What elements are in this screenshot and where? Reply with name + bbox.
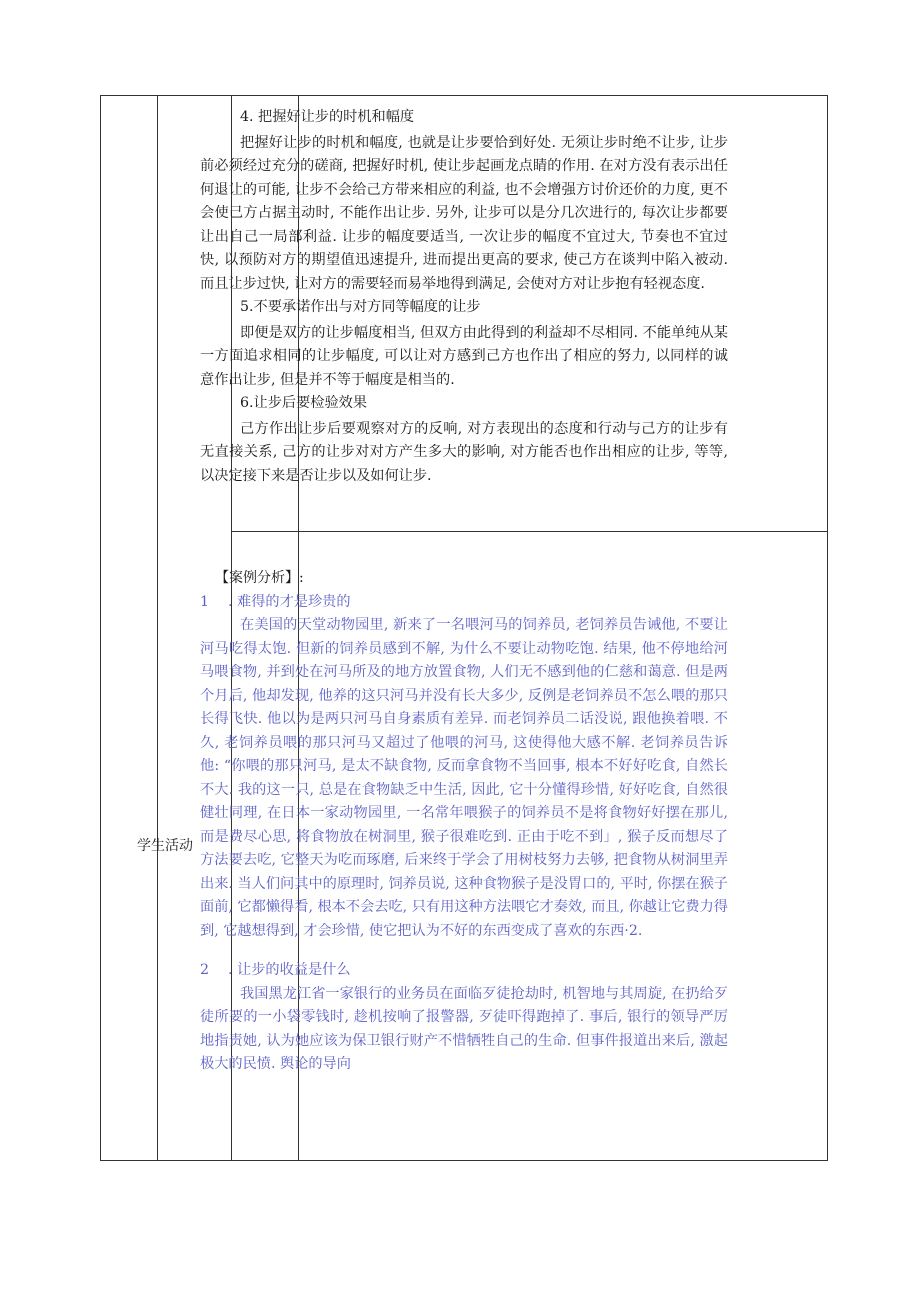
- top-content-cell: [200, 106, 728, 488]
- heading-4: 4. 把握好让步的时机和幅度: [240, 109, 415, 125]
- table-border-top: [100, 95, 828, 96]
- case-2-title: . 让步的收益是什么: [228, 962, 351, 978]
- table-border-bottom: [100, 1160, 828, 1161]
- case-1-title: . 难得的才是珍贵的: [228, 593, 351, 610]
- case-2-heading: [200, 959, 728, 983]
- row-divider: [231, 531, 828, 532]
- table-divider-1: [157, 95, 158, 1161]
- heading-6: 6.让步后要检验效果: [240, 395, 368, 411]
- heading-5: 5.不要承诺作出与对方同等幅度的让步: [240, 299, 481, 315]
- case-1-heading: [200, 591, 728, 615]
- case-1-body: 在美国的天堂动物园里, 新来了一名喂河马的饲养员, 老饲养员告诫他, 不要让河马吃得太饱. 但新的饲养员感到不解, 为什么不要让动物吃饱. 结果, 他不停地给河马喂食物, 并到处在河马所及的地方放置食物, 人们无不感到他的仁慈和蔼意. 但是两个月后, 他却发现, 他养的这只河马并没有长大多少, 反例是老饲养员不怎么喂的那只长得飞快. 他以为是两只河马自身素质有差异. 而老饲养员二话没说, 跟他换着喂. 不久, 老饲养员喂的那只河马又超过了他喂的河马, 这使得他大感不解. 老饲养员告诉他: “你喂的那只河马, 是太不缺食物, 反而拿食物不当回事, 根本不好好吃食, 自然长不大. 我的这一只, 总是在食物缺乏中生活, 因此, 它十分懂得珍惜, 好好吃食, 自然很健壮同理, 在日本一家动物园里, 一名常年喂猴子的饲养员不是将食物好好摆在那儿, 而是费尽心思, 将食物放在树洞里, 猴子很难吃到. 正由于吃不到」, 猴子反而想尽了方法要去吃, 它整天为吃而琢磨, 后来终于学会了用树枝努力去够, 把食物从树洞里弄出来. 当人们问其中的原理时, 饲养员说, 这种食物猴子是没胃口的, 平时, 你摆在猴子面前, 它都懒得看, 根本不会去吃, 只有用这种方法喂它才奏效, 而且, 你越让它费力得到, 它越想得到, 才会珍惜, 使它把认为不好的东西变成了喜欢的东西·2.: [200, 617, 728, 939]
- table-border-left: [100, 95, 101, 1161]
- case-content-cell: [200, 567, 728, 1077]
- case-2-body: 我国黑龙江省一家银行的业务员在面临歹徒抢劫时, 机智地与其周旋, 在扔给歹徒所要的一小袋零钱时, 趁机按响了报警器, 歹徒吓得跑掉了. 事后, 银行的领导严厉地指责她, 认为她应该为保卫银行财产不惜牺牲自己的生命. 但事件报道出来后, 激起极大的民愤. 舆论的导向: [200, 985, 728, 1072]
- table-border-right: [827, 95, 828, 1161]
- case-2-number: 2: [200, 962, 210, 978]
- paragraph-6: 己方作出让步后要观察对方的反响, 对方表现出的态度和行动与己方的让步有无直接关系, 己方的让步对对方产生多大的影响, 对方能否也作出相应的让步, 等等, 以决定接下来是否让步以及如何让步.: [200, 420, 728, 484]
- student-activity-label: 学生活动: [137, 838, 193, 854]
- paragraph-5: 即便是双方的让步幅度相当, 但双方由此得到的利益却不尽相同. 不能单纯从某一方面追求相同的让步幅度, 可以让对方感到己方也作出了相应的努力, 以同样的诚意作出让步, 但是并不等于幅度是相当的.: [200, 324, 728, 388]
- case-analysis-title: 【案例分析】:: [215, 570, 304, 586]
- case-1-number: 1: [200, 593, 210, 610]
- paragraph-4: 把握好让步的时机和幅度, 也就是让步要恰到好处. 无须让步时绝不让步, 让步前必须经过充分的磋商, 把握好时机, 使让步起画龙点睛的作用. 在对方没有表示出任何退让的可能, 让步不会给己方带来相应的利益, 也不会增强方讨价还价的力度, 更不会使己方占据主动时, 不能作出让步. 另外, 让步可以是分几次进行的, 每次让步都要让出自己一局部利益. 让步的幅度要适当, 一次让步的幅度不宜过大, 节奏也不宜过快, 以预防对方的期望值迅速提升, 进而提出更高的要求, 使己方在谈判中陷入被动. 而且让步过快, 让对方的需要轻而易举地得到满足, 会使对方对让步抱有轻视态度.: [200, 134, 728, 292]
